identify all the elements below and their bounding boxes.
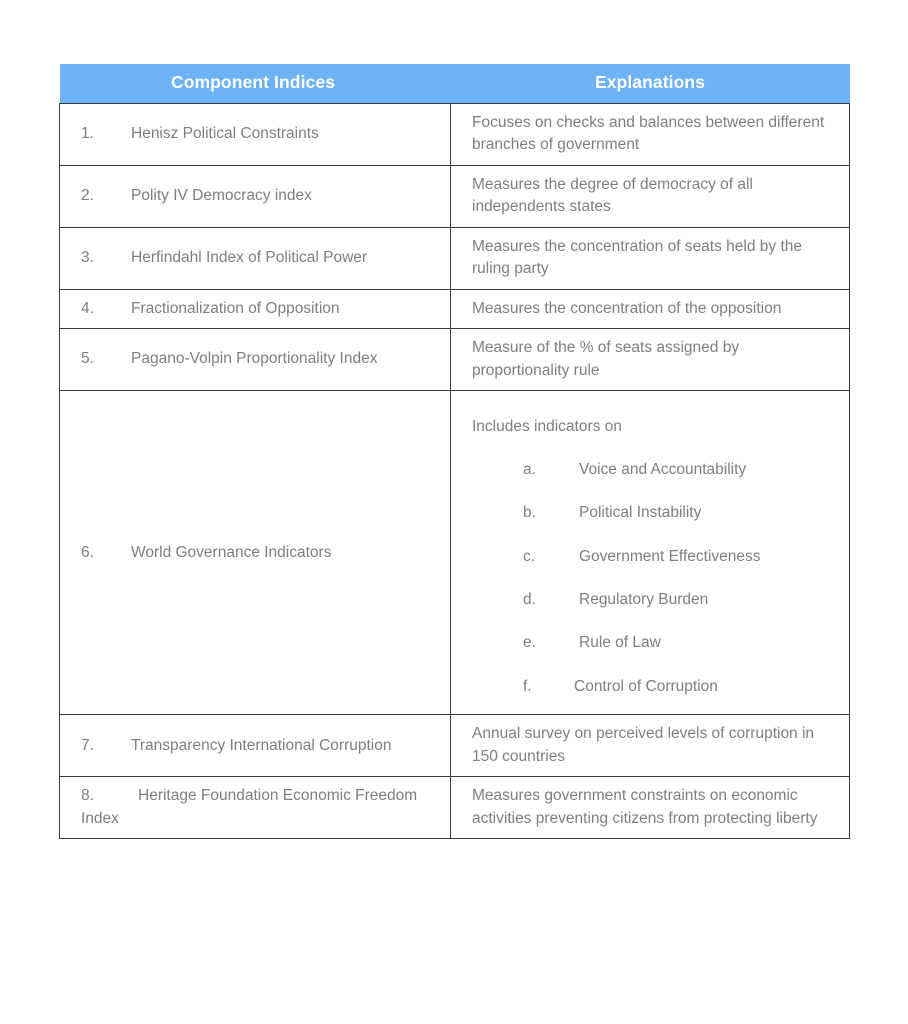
row-8-name-cell [60,777,451,839]
row-6-name-cell [60,391,451,715]
subitem-e-label: Rule of Law [579,634,661,652]
table-row [60,289,850,328]
list-item [472,676,837,698]
row-1-explanation-cell [451,103,850,165]
table-row [60,227,850,289]
row-6-subitem-list [472,459,837,699]
row-5-explanation-cell [451,329,850,391]
row-1-name-cell [60,103,451,165]
row-7-label: Transparency International Corruption [131,736,392,754]
subitem-d-label: Regulatory Burden [579,590,709,608]
row-4-label: Fractionalization of Opposition [131,299,340,317]
row-5-label: Pagano-Volpin Proportionality Index [131,350,378,368]
subitem-c-letter: c. [523,547,536,565]
row-7-explanation-cell [451,715,850,777]
subitem-c-label: Government Effectiveness [579,547,761,565]
subitem-a-label: Voice and Accountability [579,460,747,478]
table-body [60,103,850,838]
row-3-name-cell [60,227,451,289]
list-item [472,502,837,524]
header-explanations: Explanations [451,64,850,103]
row-4-name-cell [60,289,451,328]
row-2-number: 2. [81,187,94,205]
row-8-explanation: Measures government constraints on economic activities preventing citizens from protecting liberty [472,787,818,827]
row-7-name-cell [60,715,451,777]
row-1-number: 1. [81,125,94,143]
table-header [60,64,850,103]
row-6-explanation-cell [451,391,850,715]
list-item [472,589,837,611]
row-3-explanation-cell [451,227,850,289]
row-8-label: Heritage Foundation Economic Freedom Index [81,787,418,827]
table-row [60,329,850,391]
row-7-explanation: Annual survey on perceived levels of corruption in 150 countries [472,725,815,765]
row-8-number: 8. [81,787,94,805]
list-item [472,546,837,568]
row-4-explanation-cell [451,289,850,328]
row-3-label: Herfindahl Index of Political Power [131,248,368,266]
component-indices-table [59,64,850,839]
row-2-explanation-cell [451,165,850,227]
row-4-explanation: Measures the concentration of the opposition [472,299,782,317]
table-row [60,391,850,715]
row-1-label: Henisz Political Constraints [131,125,319,143]
subitem-d-letter: d. [523,590,536,608]
component-indices-table-wrapper [59,64,849,839]
subitem-f-label: Control of Corruption [574,677,718,695]
row-2-label: Polity IV Democracy index [131,187,312,205]
table-row [60,777,850,839]
table-row [60,103,850,165]
header-row [60,64,850,103]
row-3-number: 3. [81,248,94,266]
list-item [472,459,837,481]
subitem-b-label: Political Instability [579,504,702,522]
row-5-name-cell [60,329,451,391]
row-3-explanation: Measures the concentration of seats held by the ruling party [472,237,803,278]
subitem-a-letter: a. [523,460,536,478]
row-5-number: 5. [81,350,94,368]
row-6-explanation-lead: Includes indicators on [472,418,622,436]
row-4-number: 4. [81,299,94,317]
row-8-explanation-cell [451,777,850,839]
header-component-indices: Component Indices [60,64,451,103]
table-row [60,165,850,227]
subitem-e-letter: e. [523,634,536,652]
row-7-number: 7. [81,736,94,754]
row-6-label: World Governance Indicators [131,543,332,561]
list-item [472,632,837,654]
row-5-explanation: Measure of the % of seats assigned by proportionality rule [472,339,740,379]
row-2-explanation: Measures the degree of democracy of all independents states [472,175,753,216]
table-row [60,715,850,777]
row-6-number: 6. [81,543,94,561]
subitem-f-letter: f. [523,677,532,695]
subitem-b-letter: b. [523,504,536,522]
row-1-explanation: Focuses on checks and balances between different branches of government [472,113,825,154]
row-2-name-cell [60,165,451,227]
